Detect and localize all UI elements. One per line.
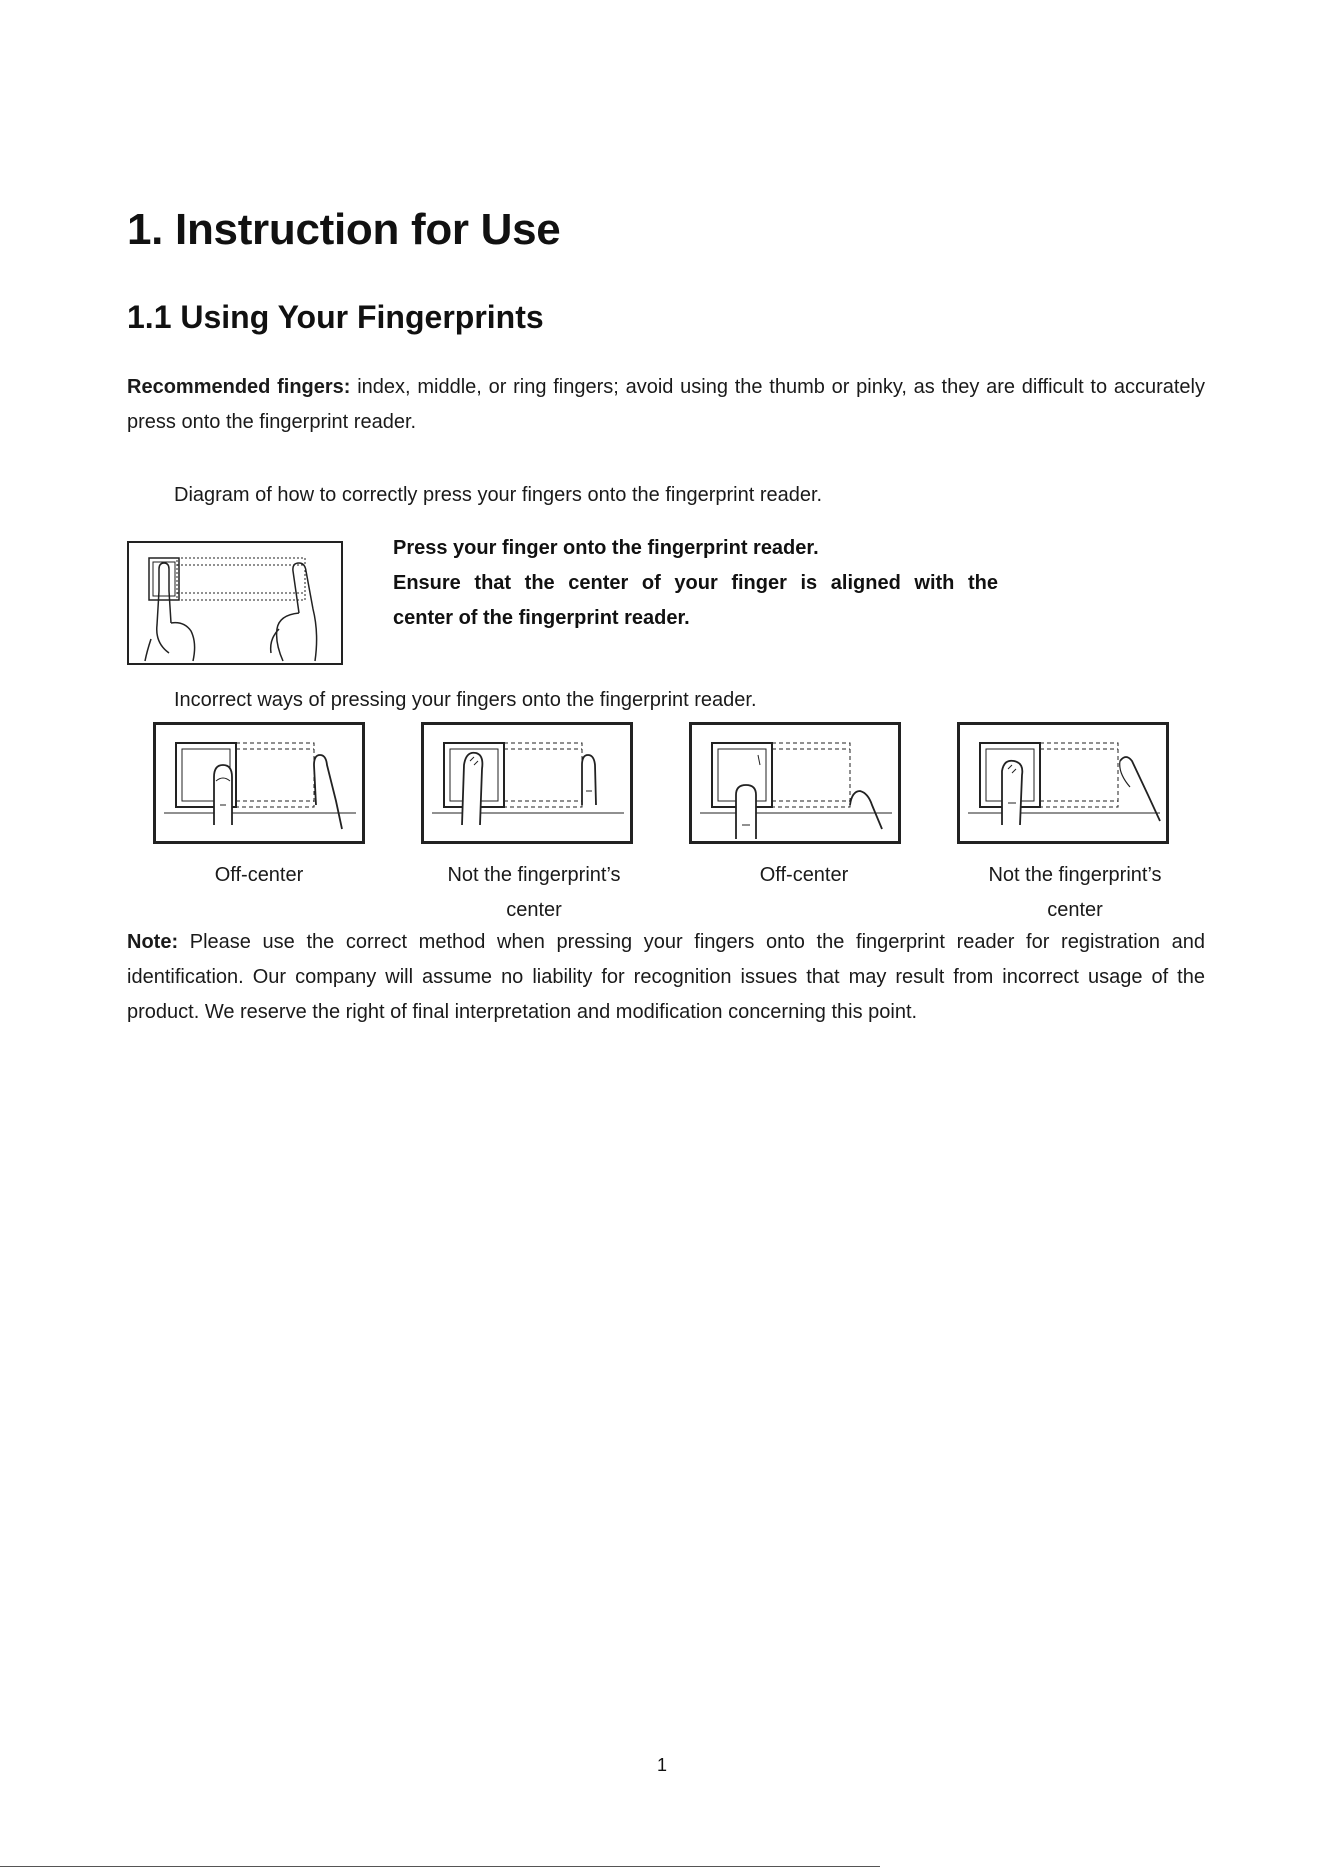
incorrect-caption-2-text: Not the fingerprint’s center bbox=[447, 864, 621, 921]
correct-instruction-line-2: Ensure that the center of your finger is aligned with the bbox=[393, 572, 998, 594]
correct-diagram-intro: Diagram of how to correctly press your fingers onto the fingerprint reader. bbox=[174, 484, 823, 506]
incorrect-caption-4-text: Not the fingerprint’s center bbox=[988, 864, 1162, 921]
recommended-label: Recommended fingers: bbox=[127, 376, 351, 398]
incorrect-press-illustration-2 bbox=[421, 722, 633, 844]
correct-instruction-line-1: Press your finger onto the fingerprint reader. bbox=[393, 537, 819, 559]
incorrect-caption-2 bbox=[404, 858, 664, 928]
correct-instruction-line-3: center of the fingerprint reader. bbox=[393, 607, 690, 629]
incorrect-caption-3: Off-center bbox=[759, 864, 849, 886]
incorrect-caption-4 bbox=[945, 858, 1205, 928]
footer-rule bbox=[0, 1866, 880, 1867]
page-number: 1 bbox=[656, 1755, 667, 1775]
incorrect-press-illustration-4 bbox=[957, 722, 1169, 844]
note-paragraph bbox=[127, 925, 1205, 1030]
note-text: Please use the correct method when pressing your fingers onto the fingerprint reader for registration and identification. Our company will assume no liability for recognition issues that may result from incorrect usage of the product. We reserve the right of final interpretation and modification concerning this point. bbox=[127, 931, 1205, 1023]
recommended-fingers-paragraph bbox=[127, 370, 1205, 440]
recommended-text: index, middle, or ring fingers; avoid using the thumb or pinky, as they are difficult to accurately press onto the fingerprint reader. bbox=[127, 376, 1205, 433]
incorrect-caption-1: Off-center bbox=[214, 864, 304, 886]
correct-press-illustration bbox=[127, 541, 343, 665]
incorrect-press-illustration-1 bbox=[153, 722, 365, 844]
incorrect-press-illustration-3 bbox=[689, 722, 901, 844]
incorrect-press-drawing-2 bbox=[424, 725, 630, 841]
page-title: 1. Instruction for Use bbox=[127, 205, 561, 254]
correct-press-drawing bbox=[129, 543, 341, 663]
incorrect-diagram-intro: Incorrect ways of pressing your fingers onto the fingerprint reader. bbox=[174, 689, 757, 711]
incorrect-press-drawing-4 bbox=[960, 725, 1166, 841]
section-title: 1.1 Using Your Fingerprints bbox=[127, 299, 544, 335]
incorrect-press-drawing-3 bbox=[692, 725, 898, 841]
correct-instructions bbox=[393, 531, 998, 636]
note-label: Note: bbox=[127, 931, 179, 953]
incorrect-press-drawing-1 bbox=[156, 725, 362, 841]
